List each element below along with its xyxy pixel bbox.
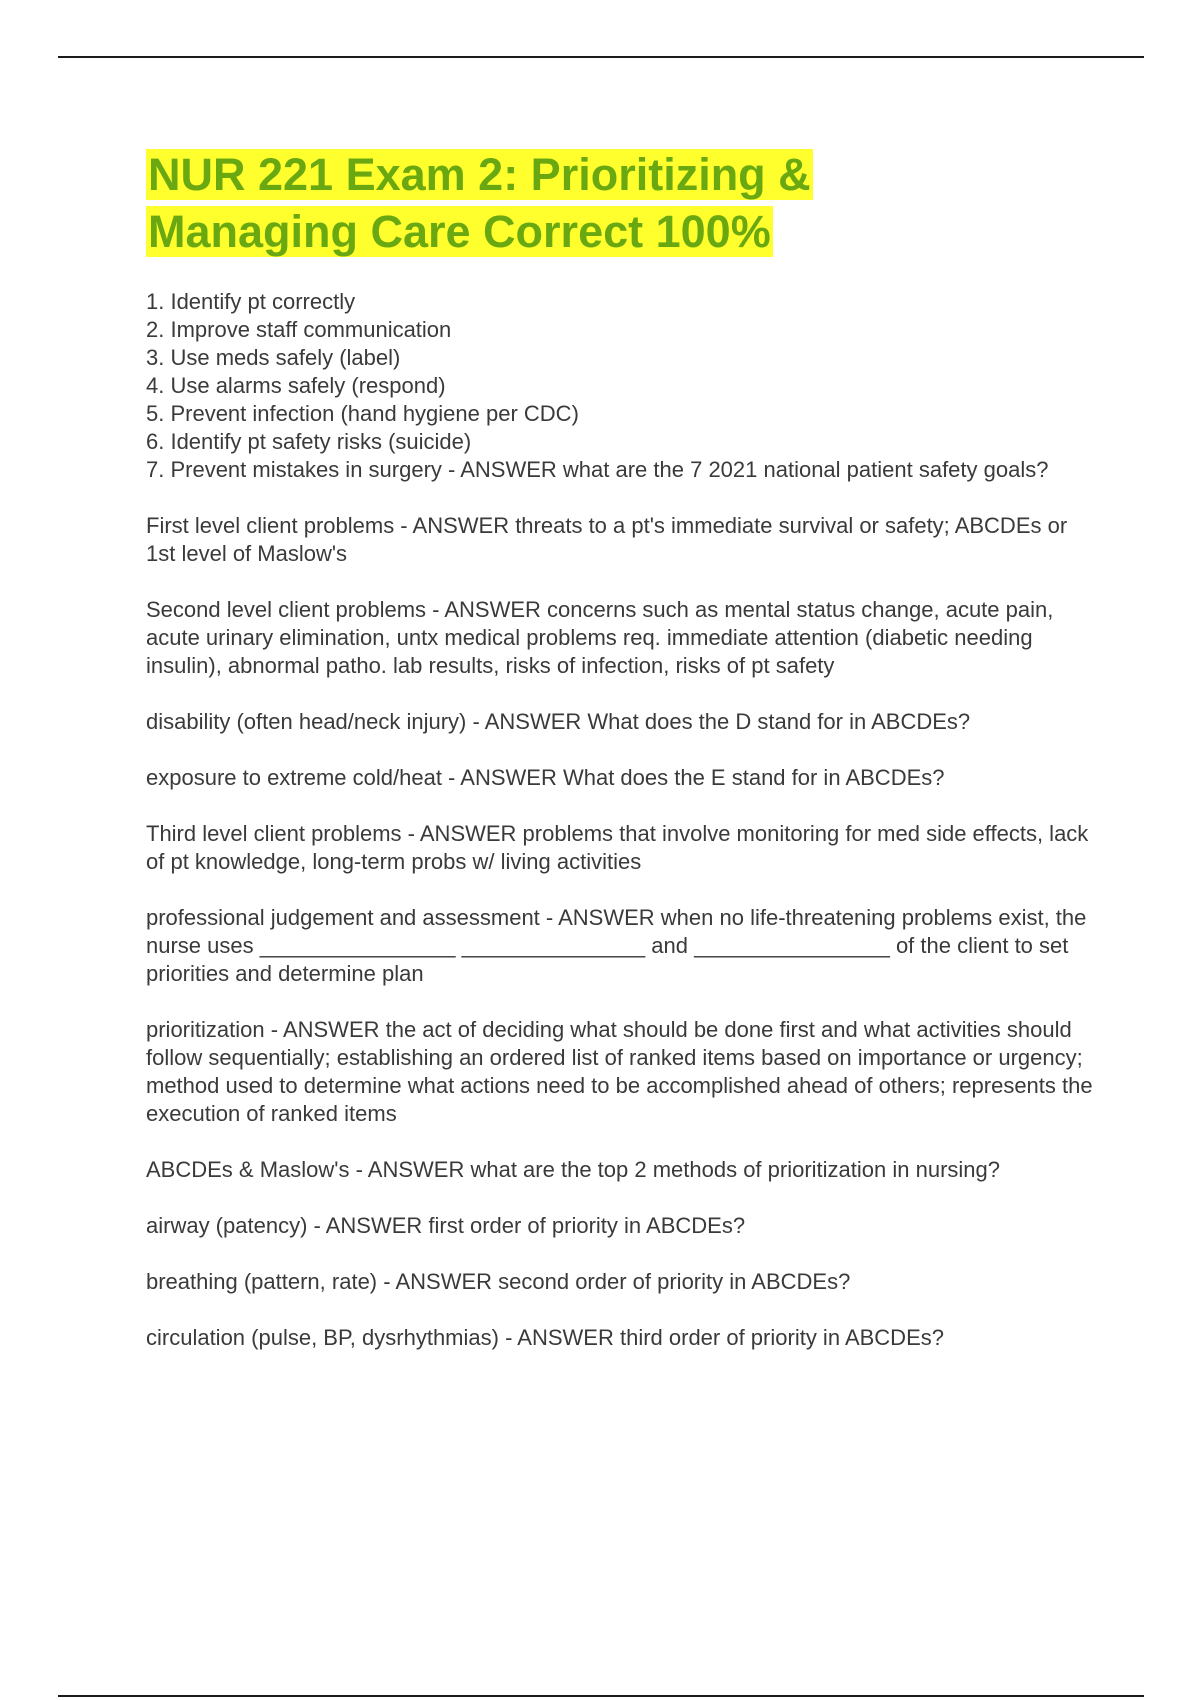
- qa-entry: professional judgement and assessment - ANSWER when no life-threatening problems exist, the nurse uses ________________ _______________ and ________________ of the client to set priorities and determine plan: [146, 905, 1087, 986]
- document-content: [146, 146, 1096, 1374]
- qa-entry: disability (often head/neck injury) - ANSWER What does the D stand for in ABCDEs?: [146, 709, 971, 734]
- title-line-1: NUR 221 Exam 2: Prioritizing &: [148, 149, 811, 200]
- document-title: [146, 146, 1096, 260]
- goal-item: 6. Identify pt safety risks (suicide): [146, 429, 472, 454]
- goal-item: 7. Prevent mistakes in surgery - ANSWER what are the 7 2021 national patient safety goals?: [146, 457, 1049, 482]
- goal-item: 2. Improve staff communication: [146, 317, 452, 342]
- goal-item: 4. Use alarms safely (respond): [146, 373, 446, 398]
- qa-entry: Second level client problems - ANSWER concerns such as mental status change, acute pain, acute urinary elimination, untx medical problems req. immediate attention (diabetic needing insulin), abnormal patho. lab results, risks of infection, risks of pt safety: [146, 597, 1054, 678]
- qa-entry: breathing (pattern, rate) - ANSWER second order of priority in ABCDEs?: [146, 1269, 851, 1294]
- qa-entry: prioritization - ANSWER the act of deciding what should be done first and what activities should follow sequentially; establishing an ordered list of ranked items based on importance or urgency; method used to determine what actions need to be accomplished ahead of others; represents the execution of ranked items: [146, 1017, 1093, 1126]
- qa-entry: exposure to extreme cold/heat - ANSWER What does the E stand for in ABCDEs?: [146, 765, 945, 790]
- qa-entry: circulation (pulse, BP, dysrhythmias) - ANSWER third order of priority in ABCDEs?: [146, 1325, 944, 1350]
- goal-item: 3. Use meds safely (label): [146, 345, 401, 370]
- qa-entry: ABCDEs & Maslow's - ANSWER what are the top 2 methods of prioritization in nursing?: [146, 1157, 1001, 1182]
- header-rule: [58, 56, 1144, 58]
- qa-entry: First level client problems - ANSWER threats to a pt's immediate survival or safety; ABCDEs or 1st level of Maslow's: [146, 513, 1068, 566]
- qa-entry: airway (patency) - ANSWER first order of priority in ABCDEs?: [146, 1213, 746, 1238]
- goal-item: 5. Prevent infection (hand hygiene per CDC): [146, 401, 579, 426]
- footer-rule: [58, 1695, 1144, 1697]
- qa-entry: Third level client problems - ANSWER problems that involve monitoring for med side effects, lack of pt knowledge, long-term probs w/ living activities: [146, 821, 1089, 874]
- title-line-2: Managing Care Correct 100%: [148, 206, 771, 257]
- safety-goals-list: [146, 288, 1096, 484]
- goal-item: 1. Identify pt correctly: [146, 289, 356, 314]
